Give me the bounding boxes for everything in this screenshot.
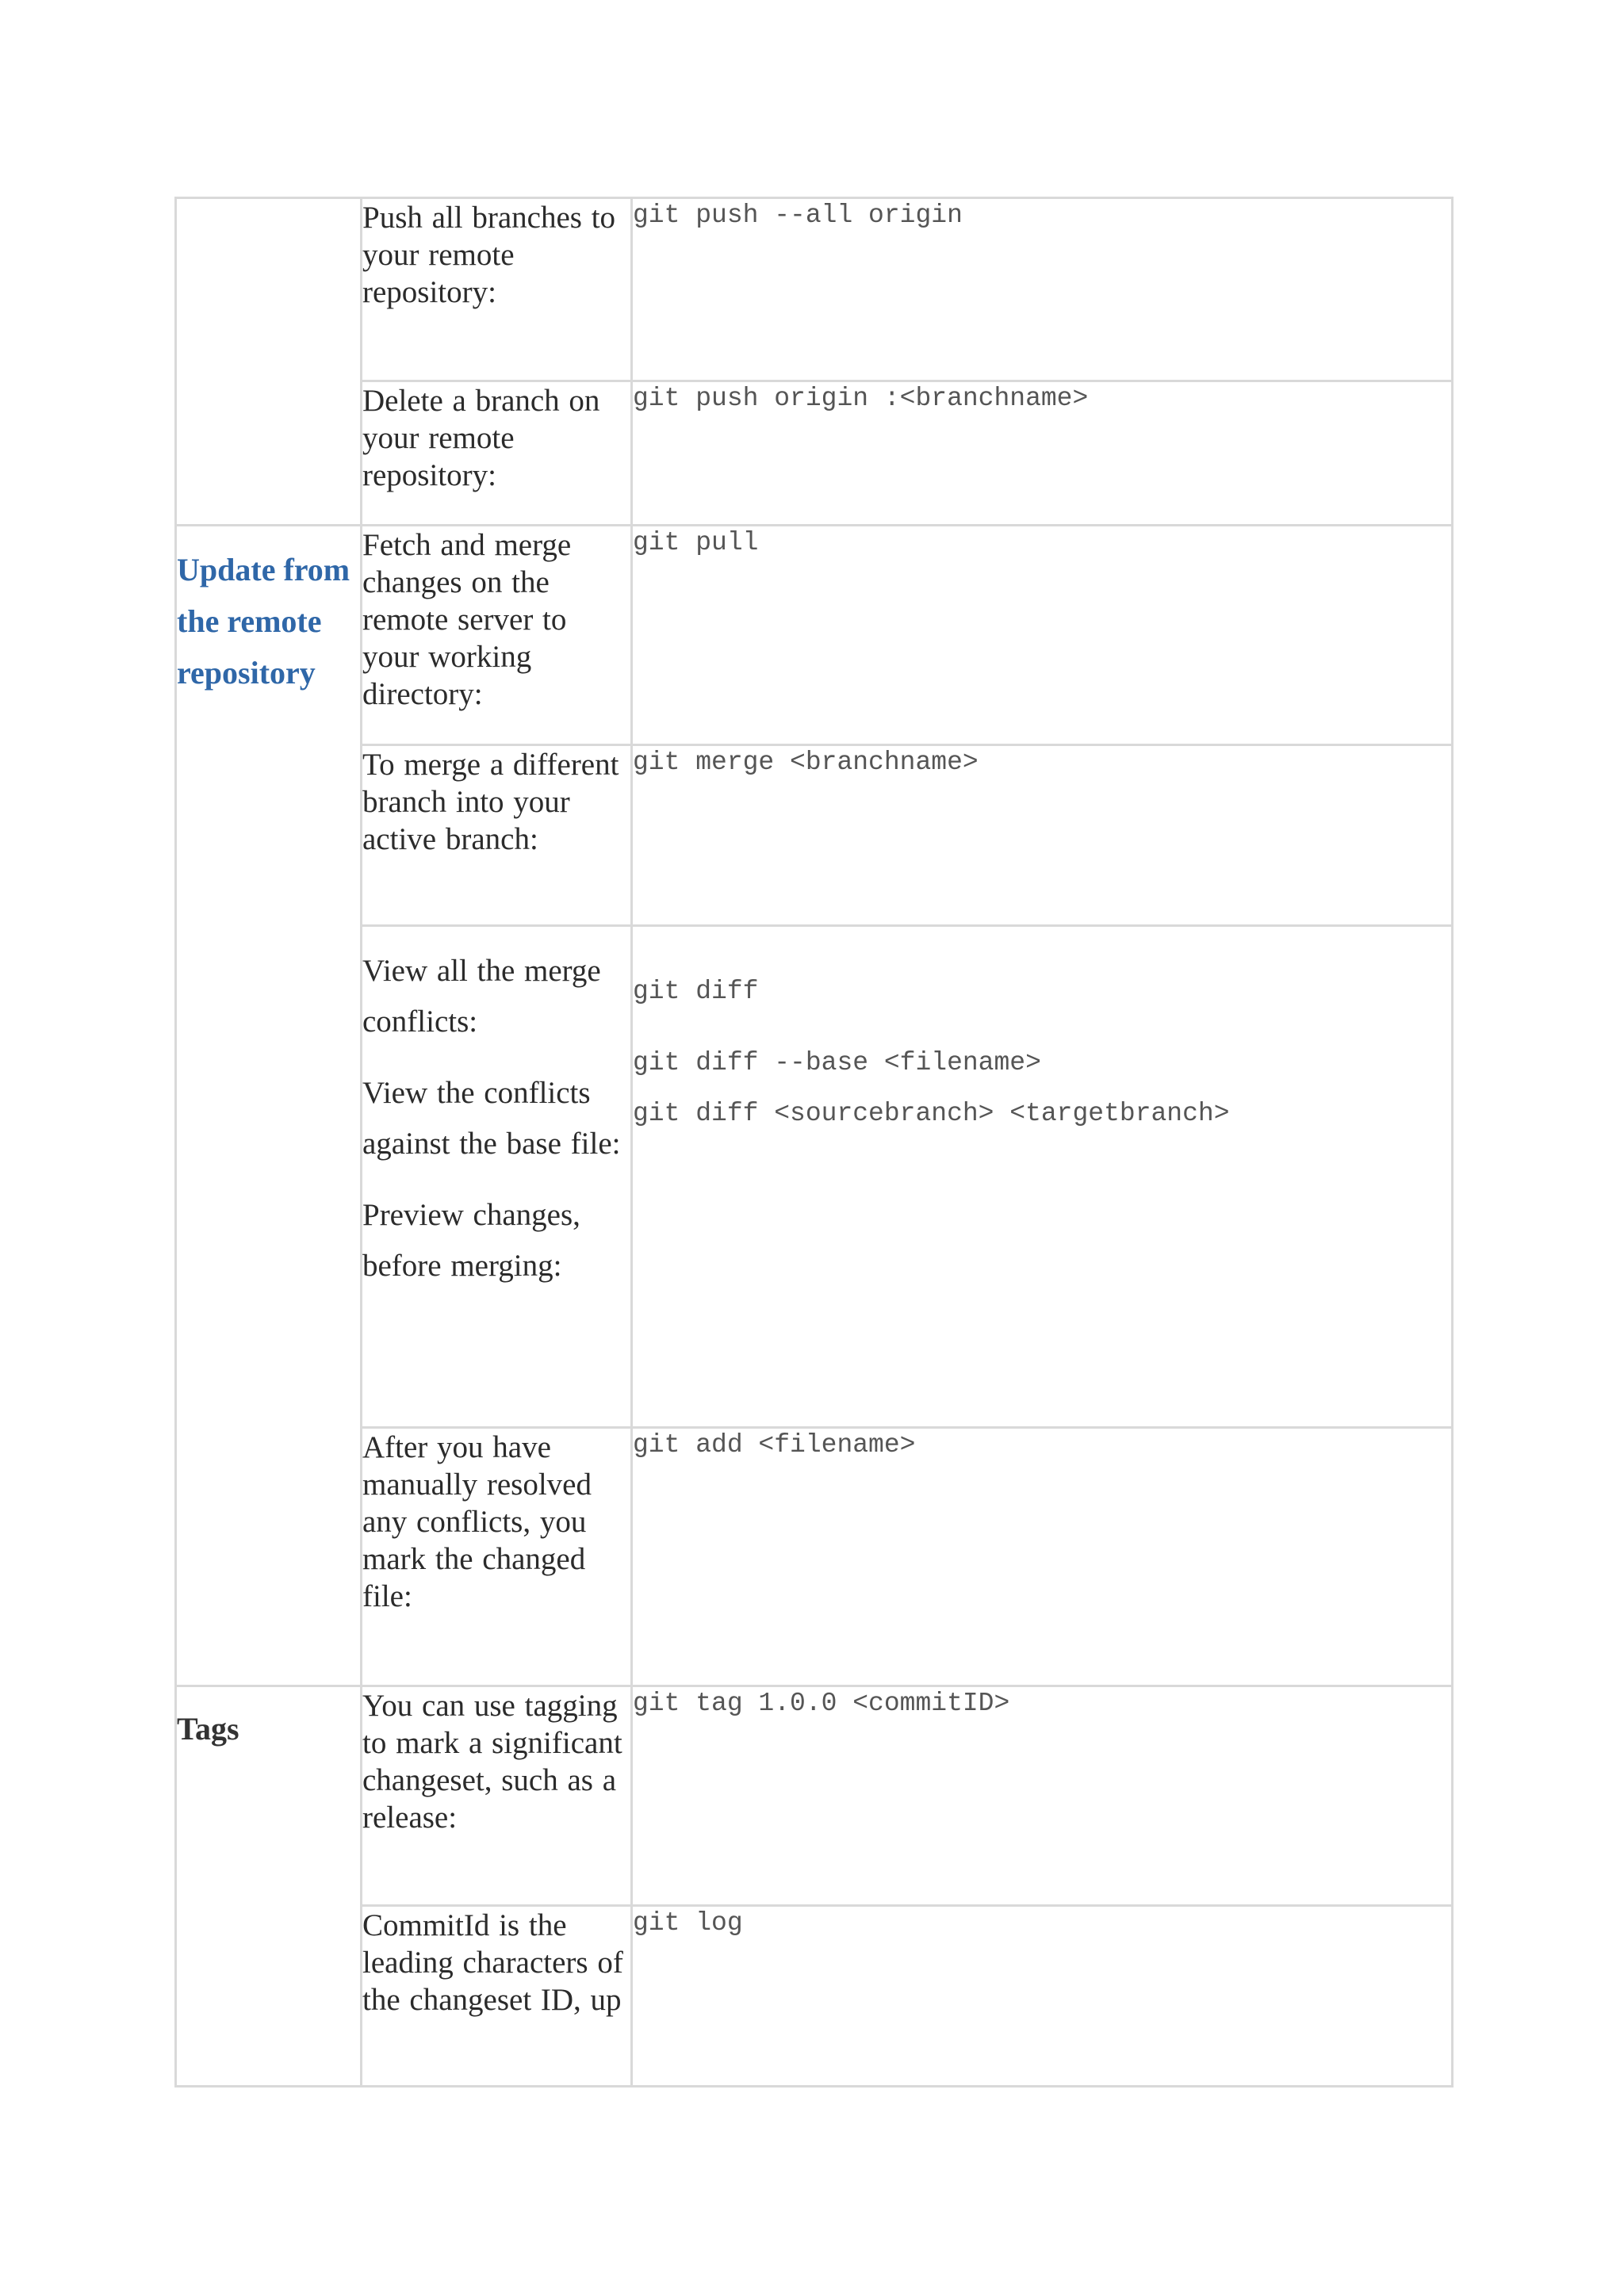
table-row xyxy=(176,1906,1453,2087)
description-cell xyxy=(362,1428,632,1686)
command-text: git merge <branchname> xyxy=(633,748,979,777)
category-heading: Update from the remote repository xyxy=(177,552,350,691)
command-cell xyxy=(632,1686,1453,1906)
description-cell xyxy=(362,926,632,1428)
category-cell-update-remote xyxy=(176,526,362,1686)
command-text: git tag 1.0.0 <commitID> xyxy=(633,1689,1010,1718)
description-cell xyxy=(362,1686,632,1906)
command-cell xyxy=(632,1428,1453,1686)
command-cell xyxy=(632,745,1453,926)
description-cell xyxy=(362,381,632,526)
description-text: View the conflicts against the base file: xyxy=(362,1076,621,1161)
table-row xyxy=(176,1428,1453,1686)
description-text: View all the merge conflicts: xyxy=(362,954,601,1039)
category-cell-tags xyxy=(176,1686,362,2087)
command-cell xyxy=(632,926,1453,1428)
category-cell-empty xyxy=(176,198,362,526)
description-cell xyxy=(362,526,632,745)
description-text: Fetch and merge changes on the remote server to your working directory: xyxy=(362,528,572,711)
command-cell xyxy=(632,381,1453,526)
description-text: Push all branches to your remote repository: xyxy=(362,201,616,309)
description-text: Preview changes, before merging: xyxy=(362,1198,580,1283)
table-row xyxy=(176,926,1453,1428)
table-row xyxy=(176,745,1453,926)
command-text: git push --all origin xyxy=(633,201,963,230)
command-cell xyxy=(632,526,1453,745)
description-text: CommitId is the leading characters of the changeset ID, up xyxy=(362,1908,623,2017)
description-text: To merge a different branch into your active branch: xyxy=(362,748,619,856)
description-text: You can use tagging to mark a significant changeset, such as a release: xyxy=(362,1689,622,1835)
command-cell xyxy=(632,1906,1453,2087)
command-text: git add <filename> xyxy=(633,1430,916,1460)
table-row xyxy=(176,1686,1453,1906)
description-cell xyxy=(362,745,632,926)
command-text: git diff <sourcebranch> <targetbranch> xyxy=(633,1099,1230,1128)
table-row xyxy=(176,526,1453,745)
command-text: git push origin :<branchname> xyxy=(633,384,1089,413)
table-row xyxy=(176,381,1453,526)
description-text: After you have manually resolved any conflicts, you mark the changed file: xyxy=(362,1430,592,1613)
table-row xyxy=(176,198,1453,381)
description-cell xyxy=(362,198,632,381)
command-text: git log xyxy=(633,1908,743,1938)
category-heading: Tags xyxy=(177,1711,239,1747)
command-cell xyxy=(632,198,1453,381)
description-cell xyxy=(362,1906,632,2087)
command-text: git diff --base <filename> xyxy=(633,1048,1041,1077)
command-text: git diff xyxy=(633,977,759,1006)
git-commands-table xyxy=(174,197,1454,2087)
description-text: Delete a branch on your remote repository: xyxy=(362,384,600,492)
command-text: git pull xyxy=(633,528,759,557)
